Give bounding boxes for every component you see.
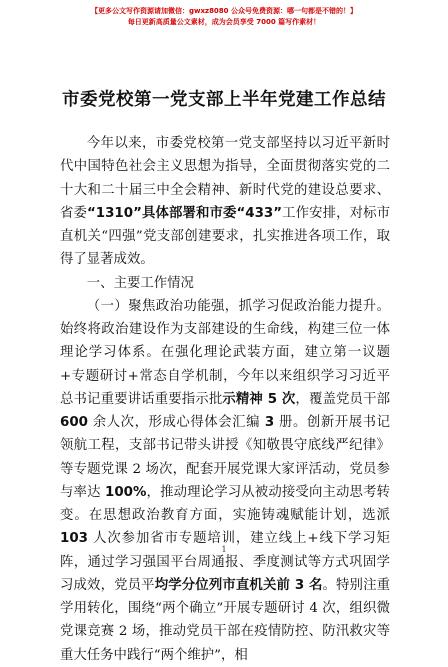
document-title: 市委党校第一党支部上半年党建工作总结 (62, 90, 386, 110)
p1-text-4: 册。创新开展书记领航工程，支部书记带头讲授《知敬畏守底线严纪律》等专题党课 2 场次，配套开展党课大家评活动，党员参与率达 (60, 415, 390, 500)
p1-bold-6: 均学分位列市直机关前 3 名 (154, 577, 323, 593)
promo-banner-line-1: 【更多公文写作资源请加微信：gwxz8080 公众号免费资源：哪一句都是不错的！】 (91, 7, 357, 15)
paragraph-1 (60, 295, 390, 667)
p1-text-5: ，推动理论学习从被动接受向主动思考转变。在思想政治教育方面，实施铸魂赋能计划，选派 (60, 484, 391, 523)
section-heading-1: 一、主要工作情况 (86, 275, 194, 291)
promo-banner-line-2: 每日更新高质量公文素材，成为会员享受 7000 篇写作素材！ (127, 18, 321, 26)
intro-paragraph (60, 132, 390, 272)
document-body (60, 132, 390, 667)
intro-text-2: 工作安排，对标市直机关“四强”党支部创建要求，扎实推进各项工作，取得了显著成效。 (60, 205, 390, 268)
p1-bold-4: 100% (105, 484, 147, 500)
intro-text-1: 今年以来，市委党校第一党支部坚持以习近平新时代中国特色社会主义思想为指导，全面贯彻落实党的二十大和二十届三中全会精神、新时代党的建设总要求、省委 (60, 136, 390, 221)
p1-bold-2: 600 (60, 415, 88, 430)
p1-text-6: 人次参加省市专题培训，建立线上+线下学习矩阵，通过学习强国平台周通报、季度测试等方式巩固学习成效，党员平 (60, 531, 390, 593)
intro-bold-1: “1310”具体部署和市委“433” (87, 205, 283, 221)
page-number: 1 (221, 545, 227, 554)
p1-text-1: （一）聚焦政治功能强，抓学习促政治能力提升。始终将政治建设作为支部建设的生命线，构建三位一体理论学习体系。在强化理论武装方面，建立第一议题+专题研讨+常态自学机制，今年以来组织学习习近平总书记重要讲话重要指示批 (60, 298, 390, 407)
p1-bold-1: 示精神 5 次 (222, 391, 296, 407)
p1-bold-5: 103 (60, 531, 88, 547)
p1-text-2: ，覆盖党员干部 (295, 391, 390, 407)
p1-bold-3: 3 (264, 415, 275, 430)
promo-banner (0, 6, 448, 28)
p1-text-3: 余人次，形成心得体会汇编 (87, 415, 265, 430)
p1-text-7: 。特别注重学用转化，围绕“两个确立”开展专题研讨 4 次，组织微党课竞赛 2 场，推动党员干部在疫情防控、防汛救灾等重大任务中践行“两个维护”，相 (60, 577, 390, 663)
